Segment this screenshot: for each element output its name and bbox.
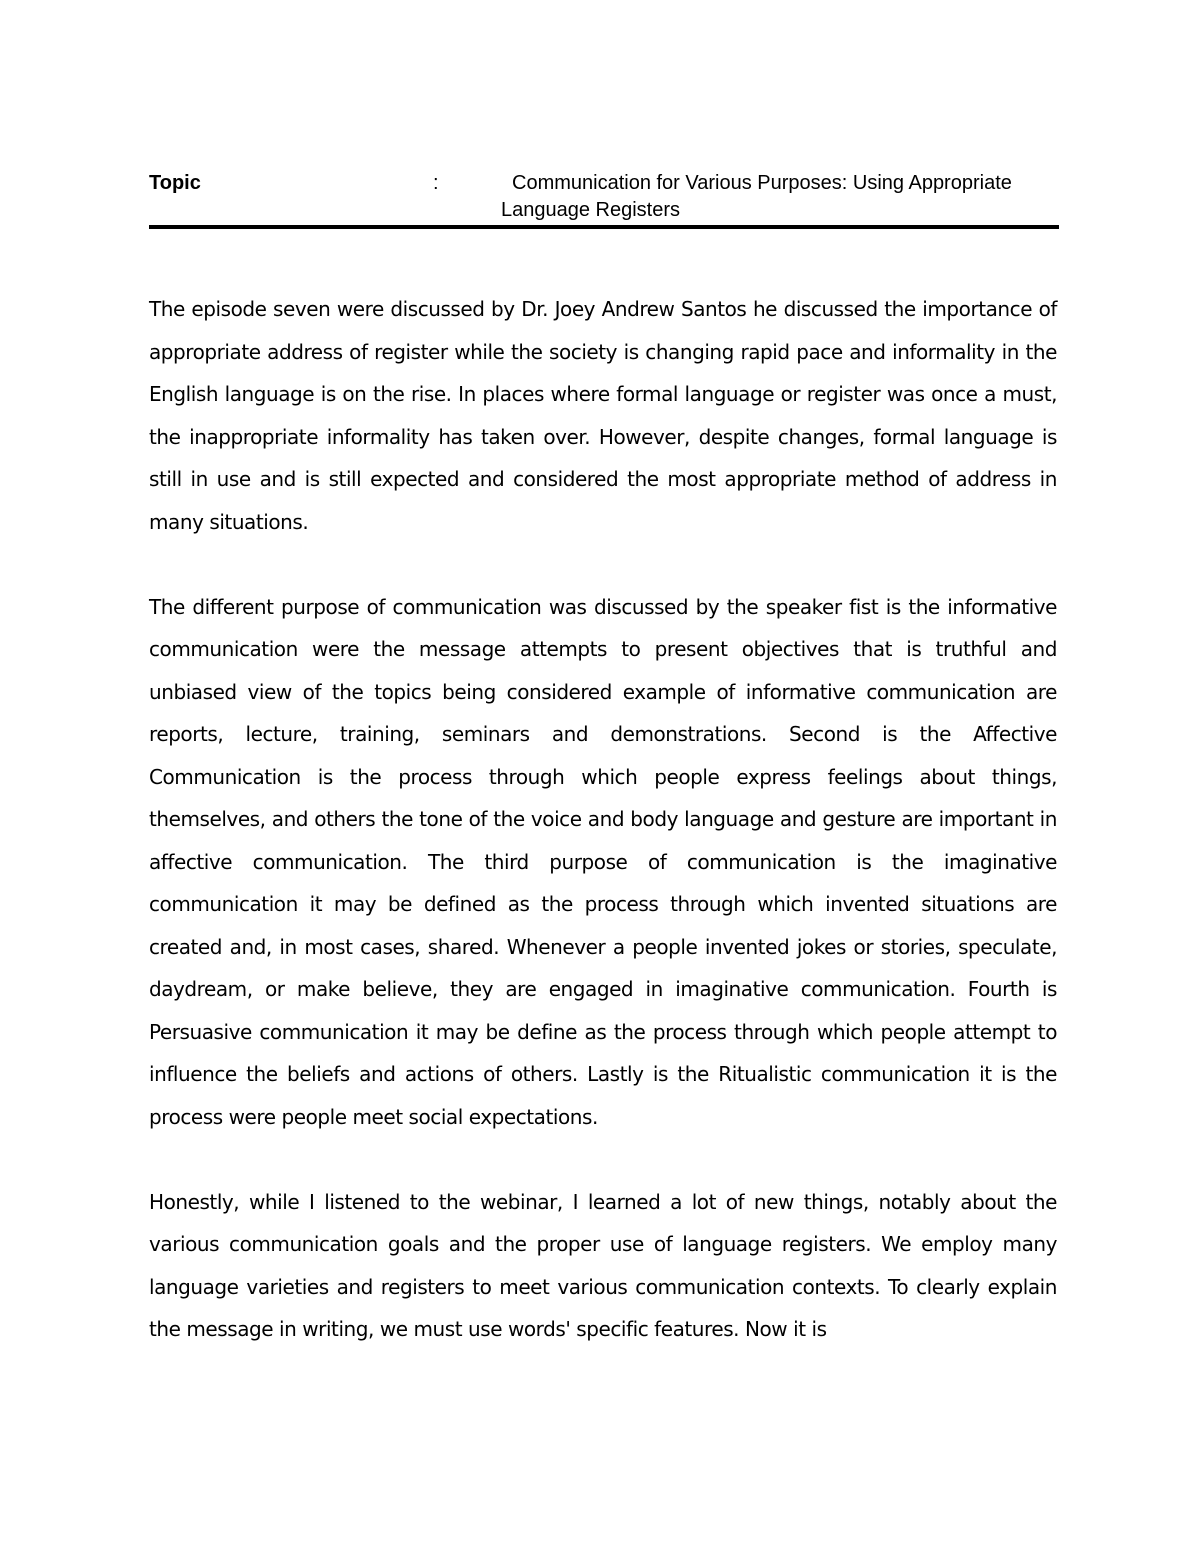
paragraph-episode-summary: The episode seven were discussed by Dr. Joey Andrew Santos he discussed the importance of appropriate address of register while the society is changing rapid pace and informality in the English language is on the rise. In places where formal language or register was once a must, the inappropriate informality has taken over. However, despite changes, formal language is still in use and is still expected and considered the most appropriate method of address in many situations. [149, 297, 1057, 534]
topic-title: Communication for Various Purposes: Using Appropriate Language Registers [501, 172, 1012, 221]
topic-label: Topic [149, 172, 201, 194]
paragraph-communication-purposes: The different purpose of communication was discussed by the speaker fist is the informative communication were the message attempts to present objectives that is truthful and unbiased view of the topics being considered example of informative communication are reports, lecture, training, seminars and demonstrations. Second is the Affective Communication is the process through which people express feelings about things, themselves, and others the tone of the voice and body language and gesture are important in affective communication. The third purpose of communication is the imaginative communication it may be defined as the process through which invented situations are created and, in most cases, shared. Whenever a people invented jokes or stories, speculate, daydream, or make believe, they are engaged in imaginative communication. Fourth is Persuasive communication it may be define as the process through which people attempt to influence the beliefs and actions of others. Lastly is the Ritualistic communication it is the process were people meet social expectations. [149, 594, 1057, 1129]
topic-header [149, 170, 1059, 226]
document-body [149, 288, 1057, 1393]
topic-colon: : [433, 172, 439, 194]
header-divider [149, 225, 1059, 229]
paragraph-reflection: Honestly, while I listened to the webinar, I learned a lot of new things, notably about the various communication goals and the proper use of language registers. We employ many language varieties and registers to meet various communication contexts. To clearly explain the message in writing, we must use words' specific features. Now it is [149, 1189, 1057, 1341]
